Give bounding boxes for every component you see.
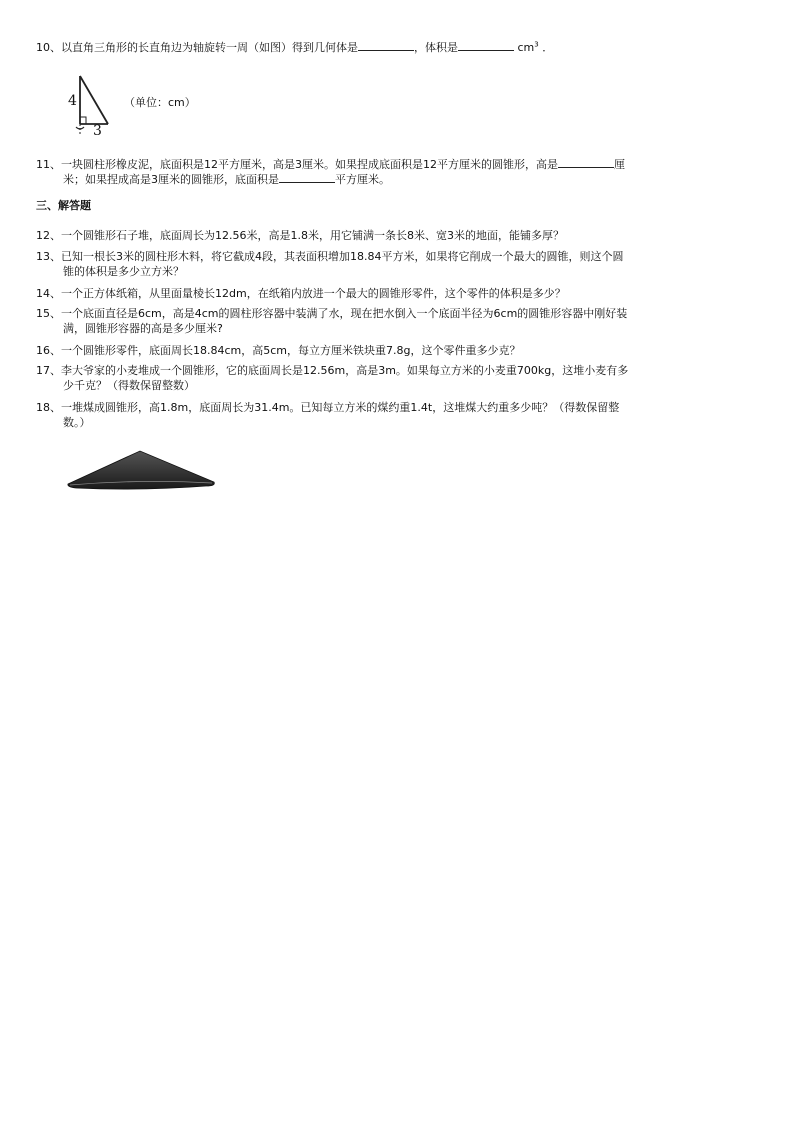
question-number: 11、 [36,158,61,171]
question-number: 15、 [36,307,61,320]
answer-blank[interactable] [279,172,335,183]
question-number: 12、 [36,229,61,242]
unit-superscript: 3 [534,40,539,49]
answer-blank[interactable] [558,157,614,168]
question-number: 16、 [36,344,61,357]
question-text: 厘 [614,158,625,171]
answer-blank[interactable] [358,40,414,51]
question-14 [36,286,716,301]
question-13 [36,249,716,279]
base-length-label: 3 [93,123,102,136]
question-text: 一块圆柱形橡皮泥，底面积是12平方厘米，高是3厘米。如果捏成底面积是12平方厘米的圆锥形，高是 [61,158,558,171]
question-15 [36,306,716,336]
question-text: 以直角三角形的长直角边为轴旋转一周（如图）得到几何体是 [61,41,358,54]
question-end: ． [542,41,554,54]
question-text: 一个圆锥形零件，底面周长18.84cm，高5cm，每立方厘米铁块重7.8g，这个零件重多少克？ [61,344,521,357]
side-length-label: 4 [68,93,77,109]
question-text: 满，圆锥形容器的高是多少厘米? [63,322,223,335]
question-text: 数。） [63,416,91,429]
question-12 [36,228,716,243]
question-10 [36,40,716,55]
question-text: 李大爷家的小麦堆成一个圆锥形，它的底面周长是12.56m，高是3m。如果每立方米的小麦重700kg，这堆小麦有多 [61,364,629,377]
unit-note: （单位：cm） [124,96,196,109]
question-text: 少千克？（得数保留整数） [63,379,195,392]
question-number: 10、 [36,41,61,54]
right-triangle-figure [66,72,118,136]
question-number: 14、 [36,287,61,300]
question-text: 一堆煤成圆锥形，高1.8m，底面周长为31.4m。已知每立方米的煤约重1.4t，这堆煤大约重多少吨？（得数保留整 [61,401,620,414]
question-text: 平方厘米。 [335,173,390,186]
question-text: 已知一根长3米的圆柱形木料，将它截成4段，其表面积增加18.84平方米，如果将它削成一个最大的圆锥，则这个圆 [61,250,624,263]
question-number: 17、 [36,364,61,377]
question-18 [36,400,716,430]
question-text: 一个圆锥形石子堆，底面周长为12.56米，高是1.8米，用它铺满一条长8米、宽3米的地面，能铺多厚？ [61,229,564,242]
question-17 [36,363,716,393]
answer-blank[interactable] [458,40,514,51]
question-text: 米；如果捏成高是3厘米的圆锥形，底面积是 [63,173,279,186]
question-text: 锥的体积是多少立方米？ [63,265,184,278]
question-11 [36,157,716,187]
right-angle-mark [80,117,86,124]
coal-pile-cone-figure [66,448,218,492]
question-text: ，体积是 [414,41,458,54]
unit-label: cm [517,41,535,54]
question-text: 一个正方体纸箱，从里面量棱长12dm，在纸箱内放进一个最大的圆锥形零件，这个零件的体积是多少？ [61,287,566,300]
question-number: 13、 [36,250,61,263]
question-text: 一个底面直径是6cm，高是4cm的圆柱形容器中装满了水，现在把水倒入一个底面半径为6cm的圆锥形容器中刚好装 [61,307,628,320]
section-title: 三、解答题 [36,199,91,212]
question-number: 18、 [36,401,61,414]
question-16 [36,343,716,358]
